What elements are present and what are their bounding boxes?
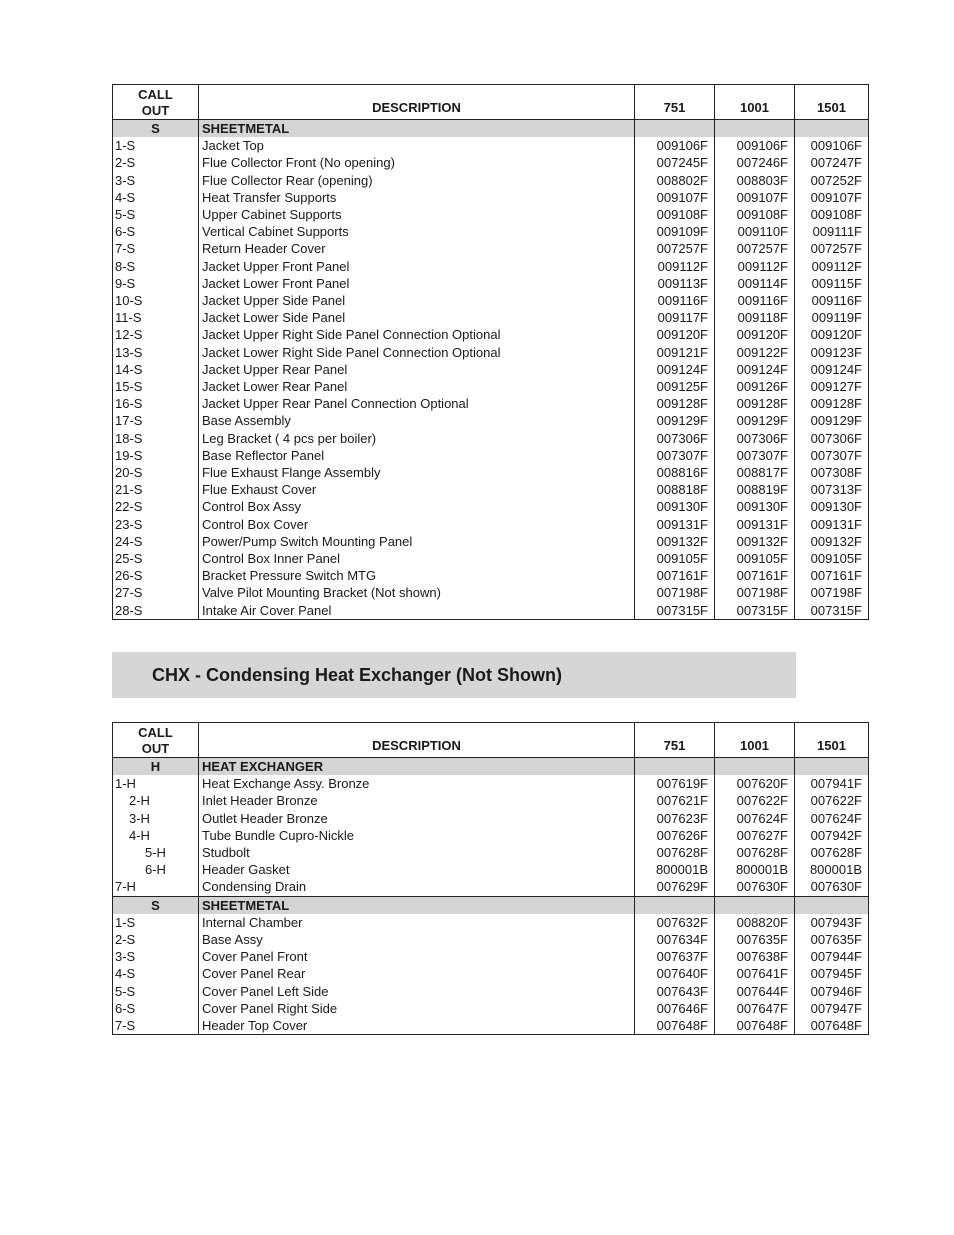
part-1001-cell: 009120F	[715, 326, 795, 343]
description-cell: Control Box Inner Panel	[199, 550, 635, 567]
table-row	[113, 172, 869, 189]
part-751-cell: 009105F	[635, 550, 715, 567]
callout-cell: 8-S	[113, 258, 199, 275]
part-1001-cell: 007644F	[715, 983, 795, 1000]
table-row	[113, 137, 869, 154]
description-cell: Jacket Upper Rear Panel Connection Optional	[199, 395, 635, 412]
description-cell: Heat Exchange Assy. Bronze	[199, 775, 635, 792]
part-1001-cell: 009132F	[715, 533, 795, 550]
table-row	[113, 792, 869, 809]
description-cell: Jacket Lower Side Panel	[199, 309, 635, 326]
table-row	[113, 861, 869, 878]
part-751-cell: 007307F	[635, 447, 715, 464]
part-1001-cell: 007641F	[715, 965, 795, 982]
part-751-cell: 007198F	[635, 584, 715, 601]
part-751-cell: 009107F	[635, 189, 715, 206]
part-1501-cell: 009108F	[795, 206, 869, 223]
part-751-cell: 007648F	[635, 1017, 715, 1035]
callout-cell: 1-H	[113, 775, 199, 792]
table-row	[113, 464, 869, 481]
description-cell: Condensing Drain	[199, 878, 635, 896]
part-751-cell: 007306F	[635, 430, 715, 447]
part-1501-cell: 007648F	[795, 1017, 869, 1035]
part-1501-cell: 007624F	[795, 810, 869, 827]
model-751-header: 751	[635, 723, 715, 758]
part-1501-cell: 009131F	[795, 516, 869, 533]
part-1001-cell: 009105F	[715, 550, 795, 567]
part-1001-cell: 007161F	[715, 567, 795, 584]
description-cell: Jacket Upper Rear Panel	[199, 361, 635, 378]
callout-cell: 2-S	[113, 154, 199, 171]
part-1501-cell: 007198F	[795, 584, 869, 601]
part-751-cell: 008816F	[635, 464, 715, 481]
description-cell: Cover Panel Front	[199, 948, 635, 965]
table-row	[113, 602, 869, 620]
part-751-cell: 007623F	[635, 810, 715, 827]
description-cell: Jacket Lower Front Panel	[199, 275, 635, 292]
part-1501-cell: 009127F	[795, 378, 869, 395]
description-cell: Intake Air Cover Panel	[199, 602, 635, 620]
part-1501-cell: 009119F	[795, 309, 869, 326]
part-1001-cell: 008817F	[715, 464, 795, 481]
part-1001-cell: 009130F	[715, 498, 795, 515]
part-751-cell: 009120F	[635, 326, 715, 343]
description-cell: Jacket Lower Right Side Panel Connection Optional	[199, 344, 635, 361]
callout-header: CALL OUT	[113, 85, 199, 120]
callout-cell: 6-S	[113, 1000, 199, 1017]
part-1001-cell: 009122F	[715, 344, 795, 361]
model-1001-header: 1001	[715, 723, 795, 758]
part-751-cell: 007634F	[635, 931, 715, 948]
table-row	[113, 447, 869, 464]
model-1001-header: 1001	[715, 85, 795, 120]
callout-cell: 14-S	[113, 361, 199, 378]
part-1001-cell: 007628F	[715, 844, 795, 861]
table1-body	[113, 85, 869, 620]
part-1001-cell: 009118F	[715, 309, 795, 326]
table-row	[113, 361, 869, 378]
part-1001-cell: 009116F	[715, 292, 795, 309]
part-1501-cell: 009106F	[795, 137, 869, 154]
description-cell: Tube Bundle Cupro-Nickle	[199, 827, 635, 844]
part-1001-cell: 007257F	[715, 240, 795, 257]
banner-title: CHX - Condensing Heat Exchanger (Not Shown)	[152, 665, 563, 685]
part-1001-cell: 007647F	[715, 1000, 795, 1017]
callout-cell: 26-S	[113, 567, 199, 584]
callout-cell: 23-S	[113, 516, 199, 533]
part-751-cell: 007646F	[635, 1000, 715, 1017]
table-row	[113, 533, 869, 550]
callout-cell: 27-S	[113, 584, 199, 601]
table-row	[113, 1017, 869, 1035]
part-751-cell: 007637F	[635, 948, 715, 965]
description-cell: Studbolt	[199, 844, 635, 861]
part-1501-cell: 009129F	[795, 412, 869, 429]
callout-cell: 7-S	[113, 1017, 199, 1035]
part-751-cell: 009108F	[635, 206, 715, 223]
table-row	[113, 189, 869, 206]
part-1001-cell: 007648F	[715, 1017, 795, 1035]
part-751-cell: 009131F	[635, 516, 715, 533]
description-cell: Upper Cabinet Supports	[199, 206, 635, 223]
callout-cell: 15-S	[113, 378, 199, 395]
section-title: HEAT EXCHANGER	[199, 758, 635, 776]
description-cell: Cover Panel Left Side	[199, 983, 635, 1000]
table-row	[113, 481, 869, 498]
part-1001-cell: 009108F	[715, 206, 795, 223]
part-1001-cell: 007307F	[715, 447, 795, 464]
part-1501-cell: 007315F	[795, 602, 869, 620]
table-row	[113, 240, 869, 257]
table1-header-row	[113, 85, 869, 120]
section-empty-cell	[795, 896, 869, 914]
part-751-cell: 009106F	[635, 137, 715, 154]
section-empty-cell	[635, 758, 715, 776]
table2-body	[113, 723, 869, 1035]
part-751-cell: 009130F	[635, 498, 715, 515]
callout-cell: 2-S	[113, 931, 199, 948]
section-empty-cell	[795, 758, 869, 776]
table-row	[113, 983, 869, 1000]
table-row	[113, 378, 869, 395]
part-751-cell: 007257F	[635, 240, 715, 257]
callout-cell: 4-H	[113, 827, 199, 844]
part-1501-cell: 009111F	[795, 223, 869, 240]
part-751-cell: 008802F	[635, 172, 715, 189]
callout-cell: 16-S	[113, 395, 199, 412]
callout-cell: 24-S	[113, 533, 199, 550]
part-1001-cell: 008820F	[715, 914, 795, 931]
description-cell: Flue Exhaust Flange Assembly	[199, 464, 635, 481]
table-row	[113, 154, 869, 171]
callout-cell: 20-S	[113, 464, 199, 481]
table-row	[113, 550, 869, 567]
description-cell: Flue Collector Rear (opening)	[199, 172, 635, 189]
part-1001-cell: 007315F	[715, 602, 795, 620]
table-row	[113, 810, 869, 827]
part-751-cell: 009124F	[635, 361, 715, 378]
callout-header: CALL OUT	[113, 723, 199, 758]
callout-cell: 5-S	[113, 206, 199, 223]
description-cell: Cover Panel Rear	[199, 965, 635, 982]
part-751-cell: 007245F	[635, 154, 715, 171]
part-1501-cell: 007944F	[795, 948, 869, 965]
table-row	[113, 878, 869, 896]
part-1501-cell: 007945F	[795, 965, 869, 982]
table-row	[113, 395, 869, 412]
part-1001-cell: 009129F	[715, 412, 795, 429]
part-1501-cell: 007313F	[795, 481, 869, 498]
part-751-cell: 800001B	[635, 861, 715, 878]
part-1001-cell: 009124F	[715, 361, 795, 378]
part-751-cell: 009128F	[635, 395, 715, 412]
part-1501-cell: 007628F	[795, 844, 869, 861]
part-751-cell: 008818F	[635, 481, 715, 498]
description-cell: Control Box Assy	[199, 498, 635, 515]
description-cell: Base Assy	[199, 931, 635, 948]
table-row	[113, 412, 869, 429]
part-1501-cell: 009116F	[795, 292, 869, 309]
description-cell: Flue Collector Front (No opening)	[199, 154, 635, 171]
section-code: S	[113, 896, 199, 914]
description-cell: Jacket Upper Side Panel	[199, 292, 635, 309]
part-751-cell: 009109F	[635, 223, 715, 240]
table-row	[113, 965, 869, 982]
part-751-cell: 007629F	[635, 878, 715, 896]
part-1001-cell: 009107F	[715, 189, 795, 206]
part-1001-cell: 009126F	[715, 378, 795, 395]
part-1001-cell: 009131F	[715, 516, 795, 533]
callout-cell: 5-S	[113, 983, 199, 1000]
table-row	[113, 430, 869, 447]
table-row	[113, 827, 869, 844]
part-751-cell: 007161F	[635, 567, 715, 584]
description-cell: Base Assembly	[199, 412, 635, 429]
description-cell: Leg Bracket ( 4 pcs per boiler)	[199, 430, 635, 447]
callout-cell: 2-H	[113, 792, 199, 809]
callout-cell: 1-S	[113, 137, 199, 154]
part-751-cell: 009112F	[635, 258, 715, 275]
part-1501-cell: 800001B	[795, 861, 869, 878]
part-1001-cell: 007627F	[715, 827, 795, 844]
section-header-row	[113, 758, 869, 776]
part-1501-cell: 007306F	[795, 430, 869, 447]
model-1501-header: 1501	[795, 723, 869, 758]
part-1001-cell: 009110F	[715, 223, 795, 240]
section-title: SHEETMETAL	[199, 896, 635, 914]
description-cell: Heat Transfer Supports	[199, 189, 635, 206]
chx-section-banner	[112, 652, 796, 698]
part-1001-cell: 008803F	[715, 172, 795, 189]
part-1501-cell: 007622F	[795, 792, 869, 809]
table-row	[113, 931, 869, 948]
table-row	[113, 326, 869, 343]
part-1501-cell: 009120F	[795, 326, 869, 343]
part-1501-cell: 009130F	[795, 498, 869, 515]
part-1501-cell: 009105F	[795, 550, 869, 567]
part-1501-cell: 009107F	[795, 189, 869, 206]
table-row	[113, 309, 869, 326]
part-1501-cell: 007307F	[795, 447, 869, 464]
part-1501-cell: 007247F	[795, 154, 869, 171]
part-1001-cell: 009106F	[715, 137, 795, 154]
part-751-cell: 009125F	[635, 378, 715, 395]
part-751-cell: 009116F	[635, 292, 715, 309]
callout-cell: 10-S	[113, 292, 199, 309]
callout-cell: 4-S	[113, 965, 199, 982]
part-1001-cell: 009114F	[715, 275, 795, 292]
part-1501-cell: 009112F	[795, 258, 869, 275]
part-1501-cell: 007308F	[795, 464, 869, 481]
part-751-cell: 007621F	[635, 792, 715, 809]
description-cell: Header Top Cover	[199, 1017, 635, 1035]
description-cell: Power/Pump Switch Mounting Panel	[199, 533, 635, 550]
part-751-cell: 009117F	[635, 309, 715, 326]
part-751-cell: 007643F	[635, 983, 715, 1000]
part-1001-cell: 007622F	[715, 792, 795, 809]
callout-cell: 3-H	[113, 810, 199, 827]
part-1501-cell: 007946F	[795, 983, 869, 1000]
table-row	[113, 344, 869, 361]
part-1001-cell: 007620F	[715, 775, 795, 792]
table-row	[113, 206, 869, 223]
part-1001-cell: 008819F	[715, 481, 795, 498]
part-751-cell: 009113F	[635, 275, 715, 292]
part-1501-cell: 007941F	[795, 775, 869, 792]
table-row	[113, 223, 869, 240]
description-cell: Cover Panel Right Side	[199, 1000, 635, 1017]
description-cell: Internal Chamber	[199, 914, 635, 931]
model-751-header: 751	[635, 85, 715, 120]
table2-header-row	[113, 723, 869, 758]
part-1001-cell: 007638F	[715, 948, 795, 965]
part-751-cell: 007640F	[635, 965, 715, 982]
callout-cell: 28-S	[113, 602, 199, 620]
callout-cell: 21-S	[113, 481, 199, 498]
table-row	[113, 516, 869, 533]
callout-cell: 7-S	[113, 240, 199, 257]
table-row	[113, 498, 869, 515]
description-cell: Vertical Cabinet Supports	[199, 223, 635, 240]
callout-cell: 3-S	[113, 948, 199, 965]
part-1501-cell: 009128F	[795, 395, 869, 412]
callout-cell: 6-H	[113, 861, 199, 878]
callout-cell: 19-S	[113, 447, 199, 464]
part-751-cell: 007626F	[635, 827, 715, 844]
description-cell: Jacket Lower Rear Panel	[199, 378, 635, 395]
description-header: DESCRIPTION	[199, 85, 635, 120]
part-751-cell: 007628F	[635, 844, 715, 861]
description-cell: Flue Exhaust Cover	[199, 481, 635, 498]
callout-cell: 11-S	[113, 309, 199, 326]
part-751-cell: 009129F	[635, 412, 715, 429]
table-row	[113, 1000, 869, 1017]
description-cell: Inlet Header Bronze	[199, 792, 635, 809]
part-751-cell: 007315F	[635, 602, 715, 620]
description-header: DESCRIPTION	[199, 723, 635, 758]
callout-cell: 1-S	[113, 914, 199, 931]
part-751-cell: 007632F	[635, 914, 715, 931]
callout-cell: 4-S	[113, 189, 199, 206]
part-1501-cell: 007943F	[795, 914, 869, 931]
callout-cell: 3-S	[113, 172, 199, 189]
table-row	[113, 584, 869, 601]
heat-exchanger-parts-table	[112, 722, 869, 1035]
description-cell: Valve Pilot Mounting Bracket (Not shown)	[199, 584, 635, 601]
description-cell: Jacket Upper Front Panel	[199, 258, 635, 275]
callout-cell: 18-S	[113, 430, 199, 447]
part-1501-cell: 009132F	[795, 533, 869, 550]
part-1501-cell: 009115F	[795, 275, 869, 292]
table-row	[113, 258, 869, 275]
part-1001-cell: 007246F	[715, 154, 795, 171]
description-cell: Bracket Pressure Switch MTG	[199, 567, 635, 584]
table-row	[113, 775, 869, 792]
part-1501-cell: 007942F	[795, 827, 869, 844]
part-1501-cell: 007252F	[795, 172, 869, 189]
part-751-cell: 009132F	[635, 533, 715, 550]
part-1501-cell: 007161F	[795, 567, 869, 584]
callout-cell: 5-H	[113, 844, 199, 861]
table-row	[113, 844, 869, 861]
table-row	[113, 567, 869, 584]
section-sheetmetal-row	[113, 120, 869, 138]
part-1001-cell: 009112F	[715, 258, 795, 275]
callout-cell: 6-S	[113, 223, 199, 240]
description-cell: Base Reflector Panel	[199, 447, 635, 464]
section-code: H	[113, 758, 199, 776]
part-751-cell: 009121F	[635, 344, 715, 361]
part-1001-cell: 007198F	[715, 584, 795, 601]
description-cell: Jacket Top	[199, 137, 635, 154]
callout-cell: 9-S	[113, 275, 199, 292]
table-row	[113, 914, 869, 931]
description-cell: Jacket Upper Right Side Panel Connection Optional	[199, 326, 635, 343]
table-row	[113, 948, 869, 965]
part-1501-cell: 009124F	[795, 361, 869, 378]
section-title: SHEETMETAL	[199, 120, 635, 138]
section-empty-cell	[715, 896, 795, 914]
callout-cell: 25-S	[113, 550, 199, 567]
callout-cell: 13-S	[113, 344, 199, 361]
sheetmetal-parts-table	[112, 84, 869, 620]
part-1001-cell: 007630F	[715, 878, 795, 896]
part-1501-cell: 007630F	[795, 878, 869, 896]
description-cell: Return Header Cover	[199, 240, 635, 257]
callout-cell: 17-S	[113, 412, 199, 429]
section-header-row	[113, 896, 869, 914]
part-1501-cell: 009123F	[795, 344, 869, 361]
part-1001-cell: 007635F	[715, 931, 795, 948]
description-cell: Header Gasket	[199, 861, 635, 878]
section-empty-cell	[635, 896, 715, 914]
description-cell: Control Box Cover	[199, 516, 635, 533]
part-1001-cell: 800001B	[715, 861, 795, 878]
model-1501-header: 1501	[795, 85, 869, 120]
part-1501-cell: 007947F	[795, 1000, 869, 1017]
callout-cell: 22-S	[113, 498, 199, 515]
part-1501-cell: 007635F	[795, 931, 869, 948]
callout-cell: 12-S	[113, 326, 199, 343]
section-code: S	[113, 120, 199, 138]
callout-cell: 7-H	[113, 878, 199, 896]
section-empty-cell	[715, 758, 795, 776]
table-row	[113, 275, 869, 292]
description-cell: Outlet Header Bronze	[199, 810, 635, 827]
part-1001-cell: 007306F	[715, 430, 795, 447]
part-1001-cell: 007624F	[715, 810, 795, 827]
part-1501-cell: 007257F	[795, 240, 869, 257]
table-row	[113, 292, 869, 309]
part-751-cell: 007619F	[635, 775, 715, 792]
part-1001-cell: 009128F	[715, 395, 795, 412]
